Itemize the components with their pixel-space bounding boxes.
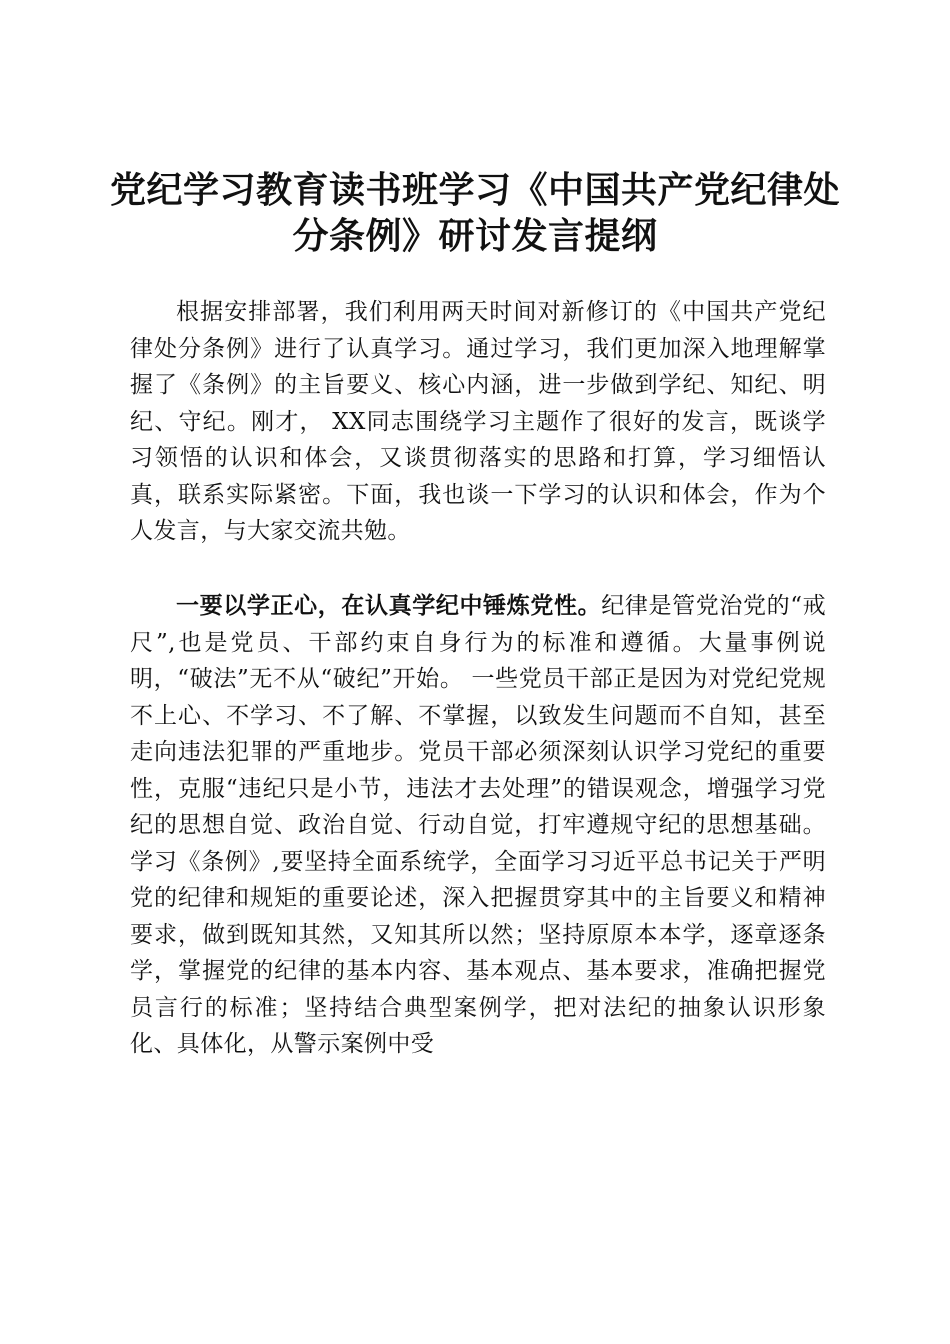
point-one-body: 纪律是管党治党的“戒尺”,也是党员、干部约束自身行为的标准和遵循。大量事例说明，“破法”无不从“破纪”开始。 一些党员干部正是因为对党纪党规不上心、不学习、不了解、不掌握，以致发生问题而不自知，甚至走向违法犯罪的严重地步。党员干部必须深刻认识学习党纪的重要性，克服“违纪只是小节，违法才去处理”的错误观念，增强学习党纪的思想自觉、政治自觉、行动自觉，打牢遵规守纪的思想基础。学习《条例》,要坚持全面系统学，全面学习习近平总书记关于严明党的纪律和规矩的重要论述，深入把握贯穿其中的主旨要义和精神要求，做到既知其然，又知其所以然；坚持原原本本学，逐章逐条学，掌握党的纪律的基本内容、基本观点、基本要求，准确把握党员言行的标准；坚持结合典型案例学，把对法纪的抽象认识形象化、具体化，从警示案例中受: [130, 593, 827, 1057]
point-one-paragraph: [130, 588, 826, 1063]
document-title: 党纪学习教育读书班学习《中国共产党纪律处分条例》研讨发言提纲: [110, 170, 841, 257]
point-one-heading: 一要以学正心，在认真学纪中锤炼党性。: [176, 593, 602, 619]
intro-paragraph: 根据安排部署，我们利用两天时间对新修订的《中国共产党纪律处分条例》进行了认真学习。通过学习，我们更加深入地理解掌握了《条例》的主旨要义、核心内涵，进一步做到学纪、知纪、明纪、守纪。刚才， XX同志围绕学习主题作了很好的发言，既谈学习领悟的认识和体会，又谈贯彻落实的思路和打算，学习细悟认真，联系实际紧密。下面，我也谈一下学习的认识和体会，作为个人发言，与大家交流共勉。: [130, 299, 826, 544]
